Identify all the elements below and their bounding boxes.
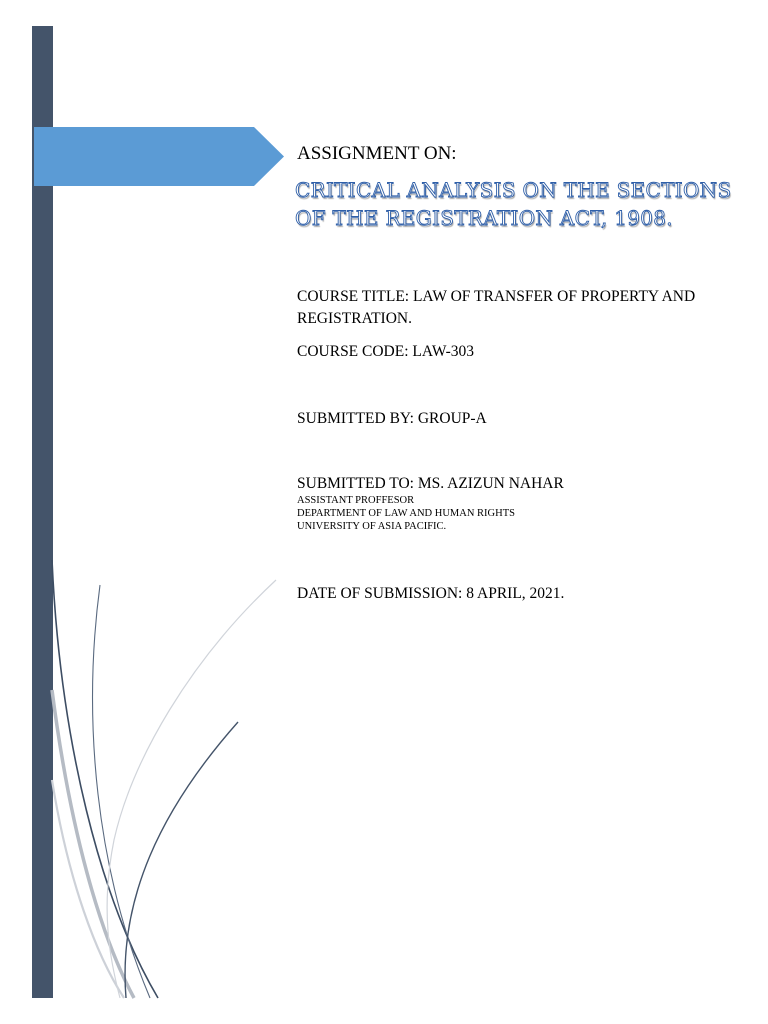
recipient-university: UNIVERSITY OF ASIA PACIFIC. bbox=[297, 521, 447, 532]
course-code: COURSE CODE: LAW-303 bbox=[297, 343, 475, 360]
recipient-department: DEPARTMENT OF LAW AND HUMAN RIGHTS bbox=[297, 508, 515, 519]
submitted-to: SUBMITTED TO: MS. AZIZUN NAHAR bbox=[297, 475, 564, 492]
assignment-label: ASSIGNMENT ON: bbox=[297, 143, 457, 164]
submitted-by: SUBMITTED BY: GROUP-A bbox=[297, 410, 487, 427]
recipient-designation: ASSISTANT PROFFESOR bbox=[297, 495, 415, 506]
document-title-line-1: CRITICAL ANALYSIS ON THE SECTIONS bbox=[295, 178, 732, 202]
date-of-submission: DATE OF SUBMISSION: 8 APRIL, 2021. bbox=[297, 585, 565, 602]
document-title-line-2: OF THE REGISTRATION ACT, 1908. bbox=[295, 206, 673, 230]
submitted-to-details bbox=[297, 494, 515, 533]
course-title: COURSE TITLE: LAW OF TRANSFER OF PROPERTY AND REGISTRATION. bbox=[297, 288, 696, 327]
document-title bbox=[295, 176, 745, 232]
title-banner-arrow bbox=[34, 127, 284, 186]
